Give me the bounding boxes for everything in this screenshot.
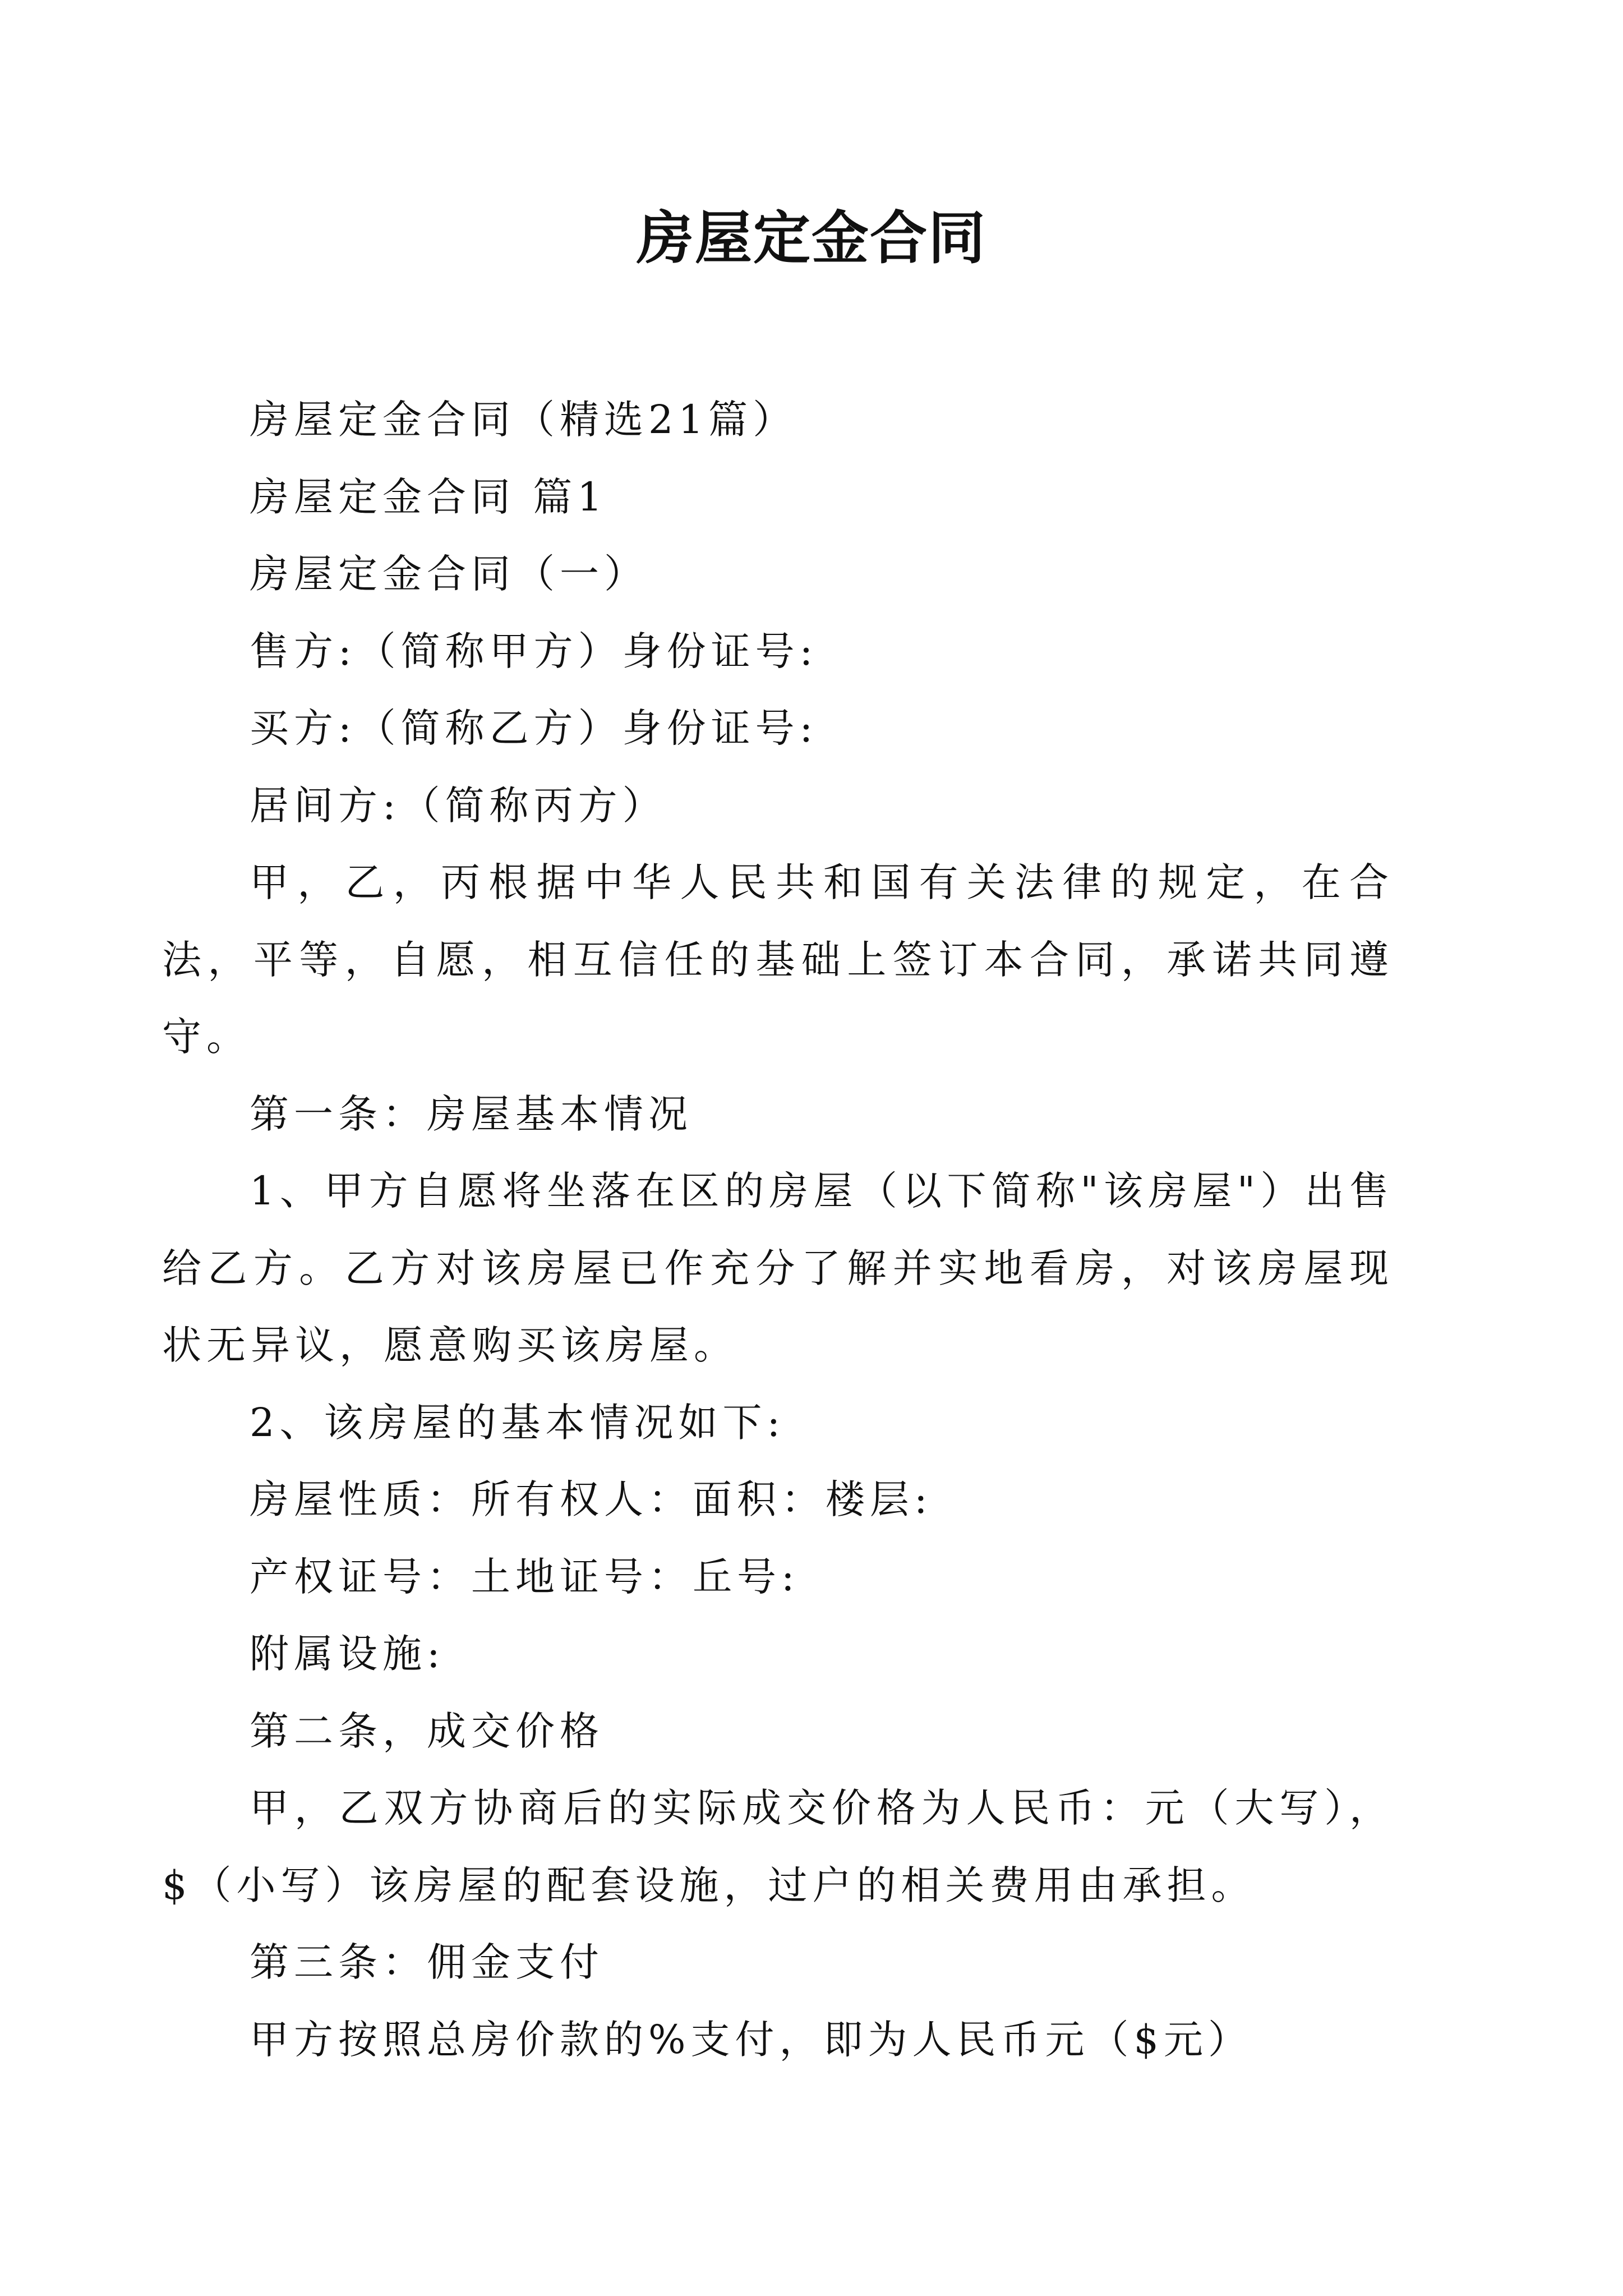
paragraph-property-nature: 房屋性质：所有权人：面积：楼层: (250, 1476, 933, 1522)
paragraph-price: 甲，乙双方协商后的实际成交价格为人民币：元（大写），$（小写）该房屋的配套设施，过户的相关费用由承担。 (162, 1785, 1394, 1908)
paragraph-facilities: 附属设施: (250, 1631, 445, 1677)
document-body (162, 381, 1394, 2078)
paragraph-buyer: 买方:（简称乙方）身份证号: (250, 705, 818, 751)
paragraph-contract-heading: 房屋定金合同（一） (250, 551, 648, 597)
document-title: 房屋定金合同 (637, 205, 986, 272)
paragraph-property-certificate: 产权证号：土地证号：丘号: (250, 1553, 800, 1600)
paragraph-preamble: 甲，乙，丙根据中华人民共和国有关法律的规定，在合法，平等，自愿，相互信任的基础上签订本合同，承诺共同遵守。 (162, 859, 1394, 1060)
paragraph-article-one-item-1: 1、甲方自愿将坐落在区的房屋（以下简称"该房屋"）出售给乙方。乙方对该房屋已作充分了解并实地看房，对该房屋现状无异议，愿意购买该房屋。 (162, 1168, 1394, 1368)
paragraph-commission: 甲方按照总房价款的%支付，即为人民币元（$元） (250, 2016, 1253, 2063)
paragraph-article-one-heading: 第一条：房屋基本情况 (250, 1091, 693, 1137)
paragraph-seller: 售方:（简称甲方）身份证号: (250, 628, 818, 674)
paragraph-article-three-heading: 第三条：佣金支付 (250, 1939, 604, 1985)
paragraph-intermediary: 居间方:（简称丙方） (250, 782, 667, 829)
paragraph-section-heading: 房屋定金合同 篇1 (250, 473, 607, 520)
paragraph-article-one-item-2: 2、该房屋的基本情况如下: (250, 1399, 786, 1446)
paragraph-subtitle: 房屋定金合同（精选21篇） (250, 397, 797, 443)
paragraph-article-two-heading: 第二条，成交价格 (250, 1708, 604, 1754)
